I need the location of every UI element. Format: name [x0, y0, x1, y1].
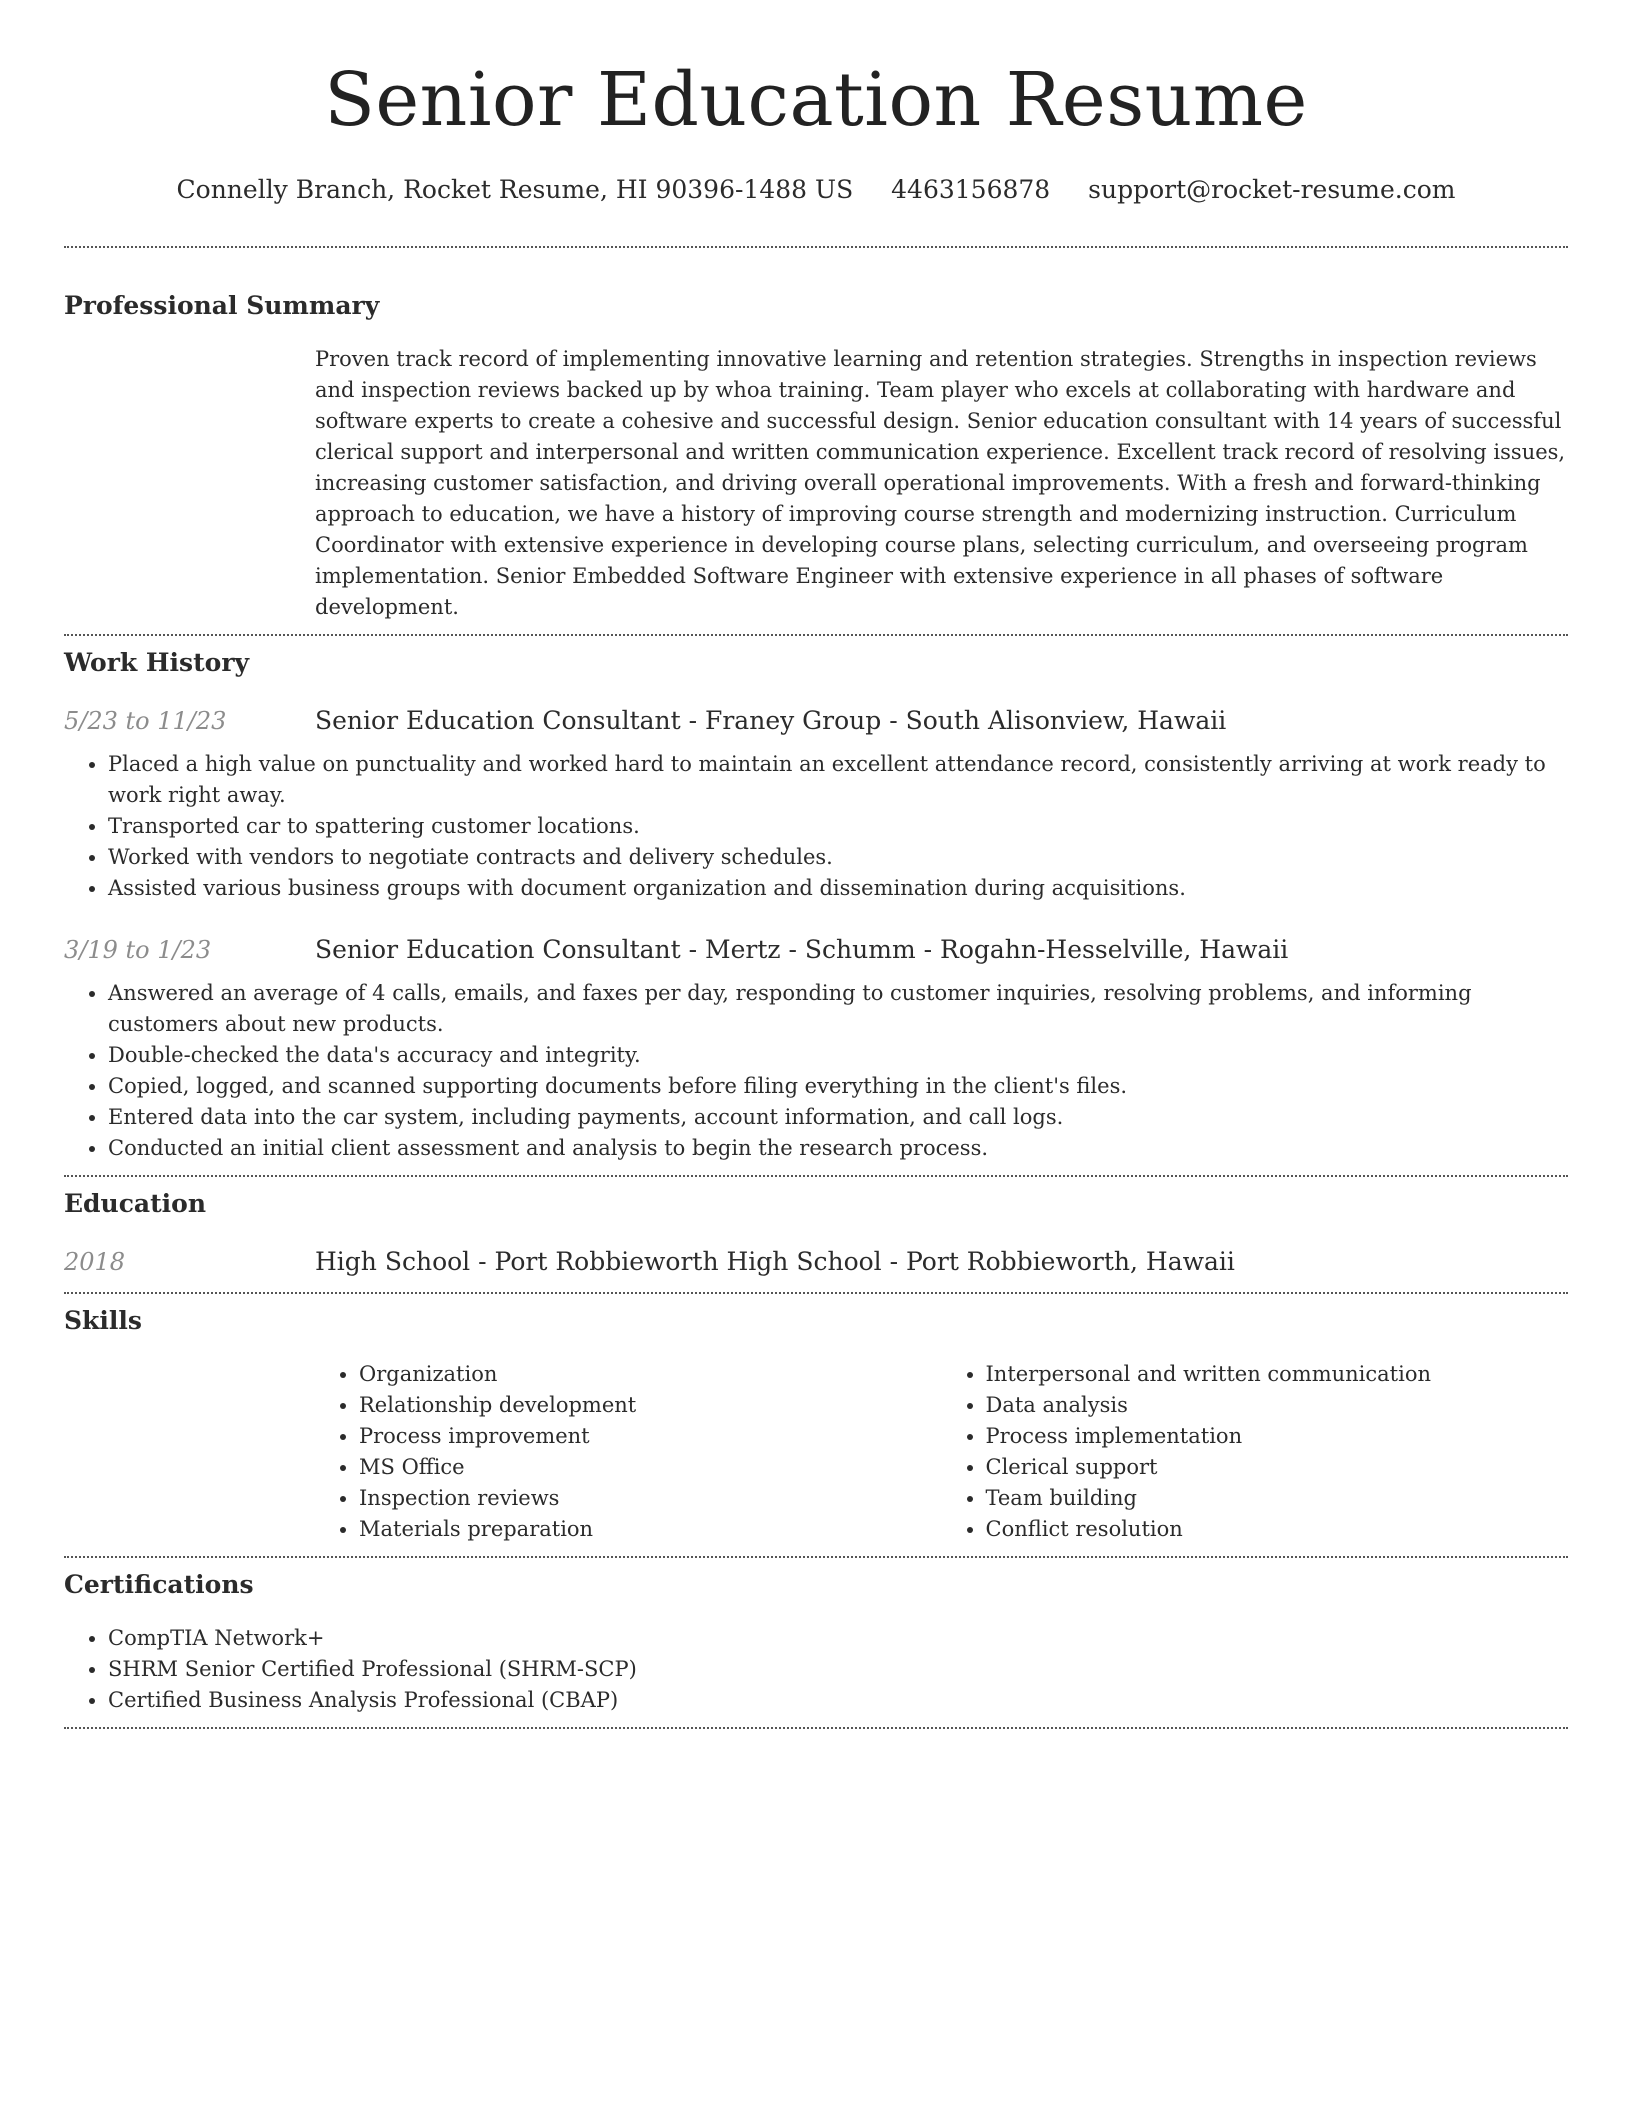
certification-item: • CompTIA Network+ [108, 1623, 1568, 1654]
resume-title: Senior Education Resume [324, 57, 1308, 143]
certification-item: • Certified Business Analysis Professional (CBAP) [108, 1685, 1568, 1716]
skill-item: • Materials preparation [359, 1514, 942, 1545]
skills-columns [315, 1359, 1568, 1545]
skill-item: • Conflict resolution [986, 1514, 1569, 1545]
job-bullet: • Copied, logged, and scanned supporting documents before filing everything in the client's files. [108, 1071, 1568, 1102]
section-title-work: Work History [64, 648, 250, 677]
job-bullet: • Placed a high value on punctuality and worked hard to maintain an excellent attendance record, consistently arriving at work ready to work right away. [108, 749, 1568, 811]
summary-section [64, 290, 1568, 623]
summary-text: Proven track record of implementing innovative learning and retention strategies. Strengths in inspection reviews and inspection reviews backed up by whoa training. Team player who excels at collaborating with hardware and software experts to create a cohesive and successful design. Senior education consultant with 14 years of successful clerical support and interpersonal and written communication experience. Excellent track record of resolving issues, increasing customer satisfaction, and driving overall operational improvements. With a fresh and forward-thinking approach to education, we have a history of improving course strength and modernizing instruction. Curriculum Coordinator with extensive experience in developing course plans, selecting curriculum, and overseeing program implementation. Senior Embedded Software Engineer with extensive experience in all phases of software development. [315, 347, 1566, 619]
section-title-skills: Skills [64, 1306, 142, 1335]
skill-item: • Team building [986, 1483, 1569, 1514]
job-bullets [64, 978, 1568, 1164]
skills-list-left [315, 1359, 942, 1545]
certifications-list [64, 1623, 1568, 1716]
contact-address: Connelly Branch, Rocket Resume, HI 90396-1488 US [176, 175, 854, 204]
certification-item: • SHRM Senior Certified Professional (SHRM-SCP) [108, 1654, 1568, 1685]
skill-item: • Inspection reviews [359, 1483, 942, 1514]
education-year: 2018 [64, 1248, 126, 1276]
education-section [64, 1188, 1568, 1278]
job-entry [64, 705, 1568, 904]
job-heading: Senior Education Consultant - Franey Group - South Alisonview, Hawaii [315, 706, 1227, 735]
job-bullet: • Worked with vendors to negotiate contracts and delivery schedules. [108, 842, 1568, 873]
skill-item: • Relationship development [359, 1390, 942, 1421]
section-title-summary: Professional Summary [64, 291, 380, 320]
divider [64, 246, 1568, 248]
divider [64, 1292, 1568, 1294]
section-title-certifications: Certifications [64, 1570, 254, 1599]
job-bullets [64, 749, 1568, 904]
divider [64, 1727, 1568, 1729]
job-bullet: • Transported car to spattering customer locations. [108, 811, 1568, 842]
job-entry [64, 934, 1568, 1164]
contact-email: support@rocket-resume.com [1088, 175, 1456, 204]
divider [64, 1556, 1568, 1558]
divider [64, 634, 1568, 636]
skill-item: • Process implementation [986, 1421, 1569, 1452]
skills-section [64, 1305, 1568, 1545]
education-entry [64, 1246, 1568, 1278]
work-history-section [64, 647, 1568, 1164]
skill-item: • Organization [359, 1359, 942, 1390]
divider [64, 1175, 1568, 1177]
skills-list-right [942, 1359, 1569, 1545]
job-bullet: • Conducted an initial client assessment and analysis to begin the research process. [108, 1133, 1568, 1164]
contact-phone: 4463156878 [891, 175, 1051, 204]
job-heading: Senior Education Consultant - Mertz - Schumm - Rogahn-Hesselville, Hawaii [315, 935, 1289, 964]
skill-item: • Clerical support [986, 1452, 1569, 1483]
job-bullet: • Double-checked the data's accuracy and integrity. [108, 1040, 1568, 1071]
skill-item: • Interpersonal and written communication [986, 1359, 1569, 1390]
job-dates: 5/23 to 11/23 [64, 707, 227, 735]
section-title-education: Education [64, 1189, 207, 1218]
job-dates: 3/19 to 1/23 [64, 936, 212, 964]
education-heading: High School - Port Robbieworth High School - Port Robbieworth, Hawaii [315, 1247, 1235, 1276]
contact-line [64, 174, 1568, 206]
job-bullet: • Entered data into the car system, including payments, account information, and call logs. [108, 1102, 1568, 1133]
job-bullet: • Assisted various business groups with document organization and dissemination during acquisitions. [108, 873, 1568, 904]
skill-item: • Data analysis [986, 1390, 1569, 1421]
job-bullet: • Answered an average of 4 calls, emails, and faxes per day, responding to customer inquiries, resolving problems, and informing customers about new products. [108, 978, 1568, 1040]
certifications-section [64, 1569, 1568, 1716]
skill-item: • MS Office [359, 1452, 942, 1483]
skill-item: • Process improvement [359, 1421, 942, 1452]
